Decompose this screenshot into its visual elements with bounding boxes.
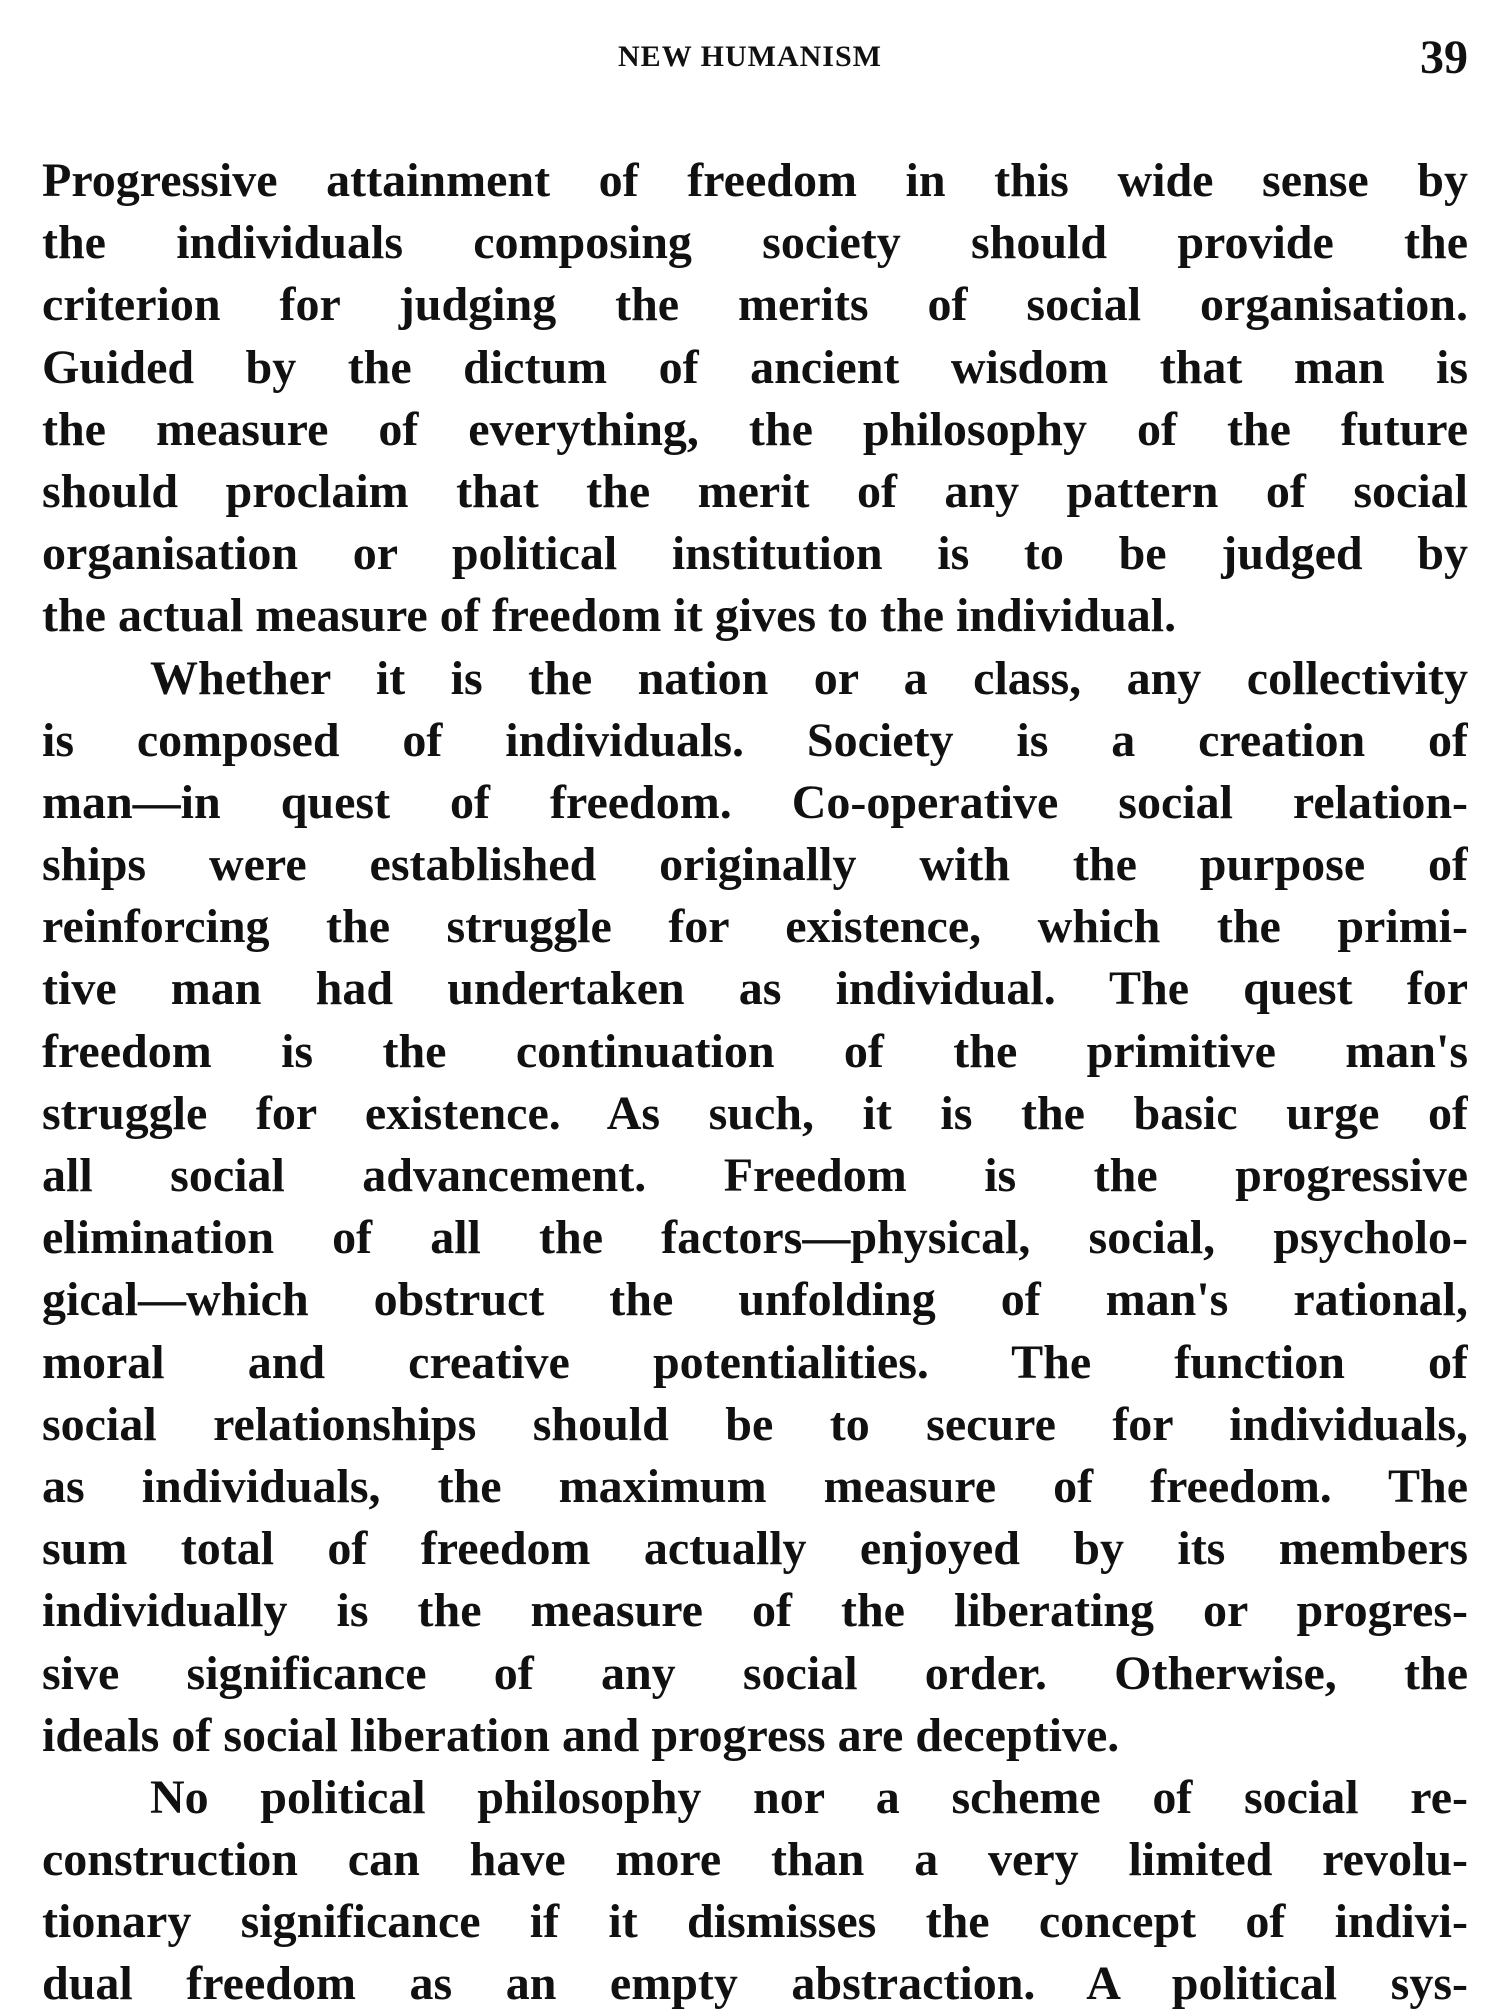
running-title: NEW HUMANISM [618,40,882,73]
text-line: should proclaim that the merit of any pattern of social [42,464,1468,518]
text-line: as individuals, the maximum measure of freedom. The [42,1459,1468,1513]
text-line: elimination of all the factors—physical, social, psycholo- [42,1211,1468,1265]
paragraph-start-line: Whether it is the nation or a class, any collectivity [150,651,1468,705]
text-line: social relationships should be to secure for individuals, [42,1397,1468,1451]
paragraph-start-line: No political philosophy nor a scheme of social re- [150,1770,1468,1824]
text-line: sum total of freedom actually enjoyed by its members [42,1522,1468,1576]
text-line: man—in quest of freedom. Co-operative social relation- [42,775,1468,829]
text-line: the actual measure of freedom it gives to the individual. [42,589,1177,643]
text-line: the measure of everything, the philosophy of the future [42,402,1468,456]
text-line: is composed of individuals. Society is a creation of [42,713,1468,767]
text-line: moral and creative potentialities. The function of [42,1335,1468,1389]
text-line: sive significance of any social order. Otherwise, the [42,1646,1468,1700]
text-line: reinforcing the struggle for existence, which the primi- [42,900,1468,954]
text-line: ideals of social liberation and progress are deceptive. [42,1708,1120,1762]
text-line: organisation or political institution is to be judged by [42,527,1468,581]
text-line: freedom is the continuation of the primitive man's [42,1024,1468,1078]
page-number: 39 [1420,31,1468,84]
text-line: tive man had undertaken as individual. The quest for [42,962,1468,1016]
text-line: struggle for existence. As such, it is the basic urge of [42,1086,1468,1140]
running-head [0,31,1500,90]
body-text [42,150,1468,2016]
text-line: individually is the measure of the liberating or progres- [42,1584,1468,1638]
text-line: Progressive attainment of freedom in this wide sense by [42,154,1468,207]
text-line: criterion for judging the merits of social organisation. [42,278,1468,332]
text-line: all social advancement. Freedom is the progressive [42,1149,1468,1202]
text-line: tionary significance if it dismisses the concept of indivi- [42,1895,1468,1949]
text-line: the individuals composing society should provide the [42,216,1468,270]
text-line: dual freedom as an empty abstraction. A political sys- [42,1957,1468,2011]
text-line: gical—which obstruct the unfolding of man's rational, [42,1273,1468,1327]
text-line: construction can have more than a very limited revolu- [42,1833,1468,1887]
text-line: Guided by the dictum of ancient wisdom that man is [42,340,1468,394]
text-line: ships were established originally with the purpose of [42,838,1468,892]
